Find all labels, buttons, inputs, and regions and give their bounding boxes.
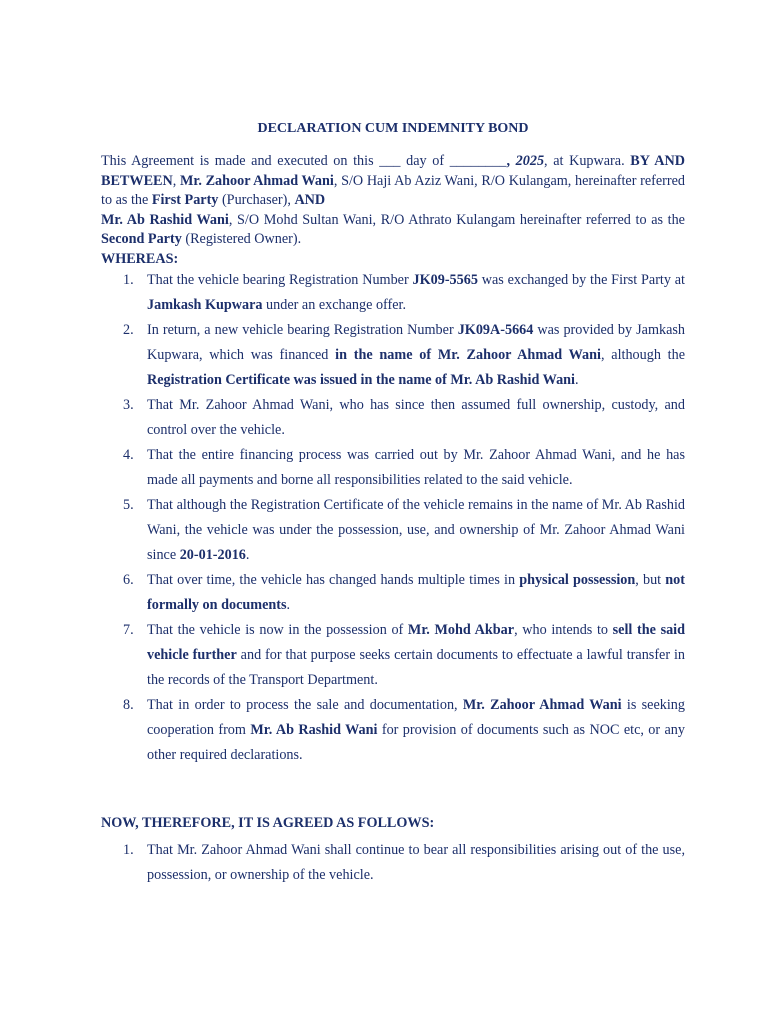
second-party-name: Mr. Ab Rashid Wani [101,211,229,228]
list-item: 1. That Mr. Zahoor Ahmad Wani shall continue to bear all responsibilities arising out of the use, possession, or ownership of the vehicle. [123,842,685,883]
agreed-list [101,838,685,888]
list-item: 5. That although the Registration Certificate of the vehicle remains in the name of Mr. Ab Rashid Wani, the vehicle was under the possession, use, and ownership of Mr. Zahoor Ahmad Wani since 20-01-2016. [123,497,685,563]
list-item: 8. That in order to process the sale and documentation, Mr. Zahoor Ahmad Wani is seeking cooperation from Mr. Ab Rashid Wani for provision of documents such as NOC etc, or any other required declarations. [123,697,685,763]
list-item: 4. That the entire financing process was carried out by Mr. Zahoor Ahmad Wani, and he has made all payments and borne all responsibilities related to the said vehicle. [123,447,685,488]
list-item: 2. In return, a new vehicle bearing Registration Number JK09A-5664 was provided by Jamkash Kupwara, which was financed in the name of Mr. Zahoor Ahmad Wani, although the Registration Certificate was issued in the name of Mr. Ab Rashid Wani. [123,322,686,388]
list-item: 3. That Mr. Zahoor Ahmad Wani, who has since then assumed full ownership, custody, and control over the vehicle. [123,397,685,438]
list-item: 6. That over time, the vehicle has changed hands multiple times in physical possession, but not formally on documents. [123,572,685,613]
agreed-heading: NOW, THEREFORE, IT IS AGREED AS FOLLOWS: [101,815,435,831]
first-party-name: Mr. Zahoor Ahmad Wani [179,172,334,189]
agreement-intro [101,152,685,269]
intro-paragraph-first-party: This Agreement is made and executed on this ___ day of ________, 2025, at Kupwara. BY AND BETWEEN, Mr. Zahoor Ahmad Wani, S/O Haji Ab Aziz Wani, R/O Kulangam, hereinafter referred to as the First Party (Purchaser), AND [101,153,686,208]
whereas-list [101,268,685,768]
list-item: 1. That the vehicle bearing Registration Number JK09-5565 was exchanged by the First Party at Jamkash Kupwara under an exchange offer. [123,272,685,313]
intro-paragraph-second-party: Mr. Ab Rashid Wani, S/O Mohd Sultan Wani, R/O Athrato Kulangam hereinafter referred to as the Second Party (Registered Owner). [101,211,685,247]
agreement-year: 2025 [515,153,545,169]
list-item: 7. That the vehicle is now in the possession of Mr. Mohd Akbar, who intends to sell the said vehicle further and for that purpose seeks certain documents to effectuate a lawful transfer in the records of the Transport Department. [123,622,686,688]
whereas-heading: WHEREAS: [101,250,179,267]
document-title: DECLARATION CUM INDEMNITY BOND [257,121,529,136]
